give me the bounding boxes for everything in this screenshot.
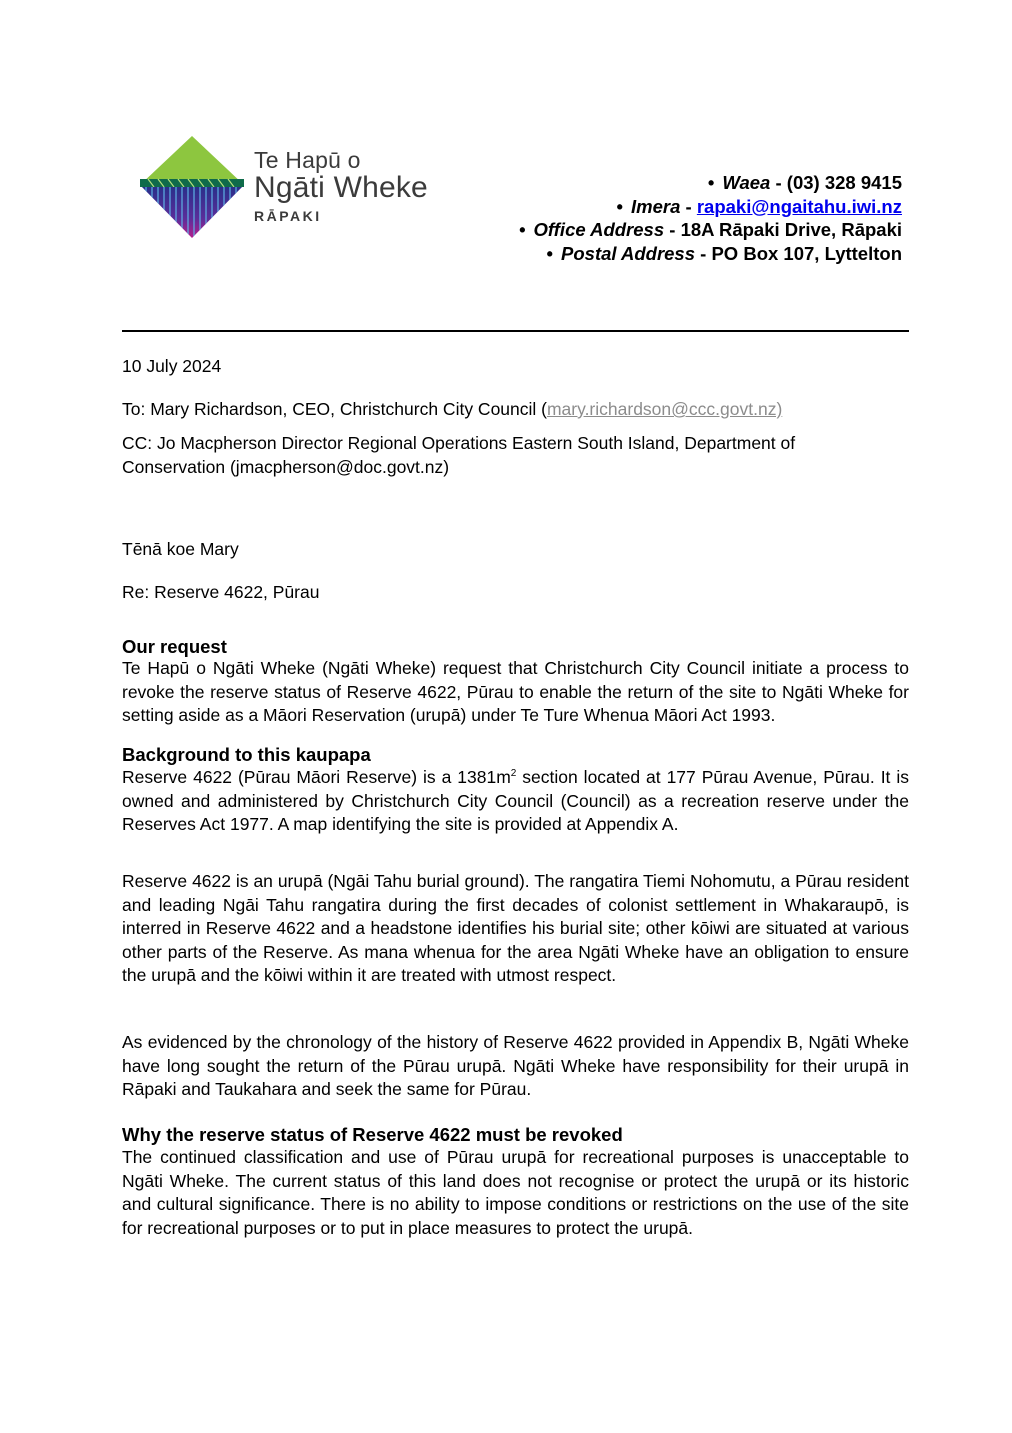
- phone-label: Waea: [722, 172, 771, 193]
- background-paragraph-2: Reserve 4622 is an urupā (Ngāi Tahu burial ground). The rangatira Tiemi Nohomutu, a Pūrau resident and leading Ngāi Tahu rangatira during the first decades of colonist settlement in Whakaraupō, is interred in Reserve 4622 and a headstone identifies his burial site; other kōiwi are situated at various other parts of the Reserve. As mana whenua for the area Ngāti Wheke have an obligation to ensure the urupā and the kōiwi within it are treated with utmost respect.: [122, 871, 909, 985]
- logo-line-1: Te Hapū o: [254, 147, 361, 173]
- to-text: To: Mary Richardson, CEO, Christchurch City Council (: [122, 399, 547, 419]
- bg-p1-end: section located at 177 Pūrau Avenue, Pūrau. It is owned and administered by Christchurch City Council (Council) as a recreation reserve under the Reserves Act 1977. A map identifying the site is provided at Appendix A.: [122, 767, 909, 834]
- office-value: 18A Rāpaki Drive, Rāpaki: [680, 219, 902, 240]
- separator: -: [695, 242, 712, 264]
- phone-value: (03) 328 9415: [786, 172, 902, 193]
- separator: -: [770, 172, 787, 193]
- why-heading: Why the reserve status of Reserve 4622 must be revoked: [122, 1124, 623, 1145]
- bullet-icon: •: [707, 172, 715, 193]
- office-label: Office Address: [533, 219, 665, 240]
- logo-line-2: Ngāti Wheke: [254, 171, 428, 204]
- contact-details: [519, 171, 902, 265]
- logo-wordmark: [254, 147, 428, 225]
- contact-phone: [519, 171, 902, 195]
- letter-greeting: Tēnā koe Mary: [122, 539, 239, 559]
- header-divider: [122, 330, 909, 332]
- separator: -: [680, 195, 697, 217]
- request-body: Te Hapū o Ngāti Wheke (Ngāti Wheke) request that Christchurch City Council initiate a process to revoke the reserve status of Reserve 4622, Pūrau to enable the return of the site to Ngāti Wheke for setting aside as a Māori Reservation (urupā) under Te Ture Whenua Māori Act 1993.: [122, 658, 909, 725]
- bullet-icon: •: [546, 242, 554, 264]
- background-paragraph-1: [122, 766, 909, 837]
- to-email-link[interactable]: mary.richardson@ccc.govt.nz): [546, 399, 783, 419]
- email-link[interactable]: rapaki@ngaitahu.iwi.nz: [696, 195, 902, 217]
- background-heading: Background to this kaupapa: [122, 744, 371, 765]
- letter-to: [122, 398, 909, 422]
- email-label: Imera: [631, 195, 681, 217]
- background-paragraph-3: As evidenced by the chronology of the history of Reserve 4622 provided in Appendix B, Ngāti Wheke have long sought the return of the Pūrau urupā. Ngāti Wheke have responsibility for their urupā in Rāpaki and Taukahara and seek the same for Pūrau.: [122, 1032, 909, 1099]
- letter-date: 10 July 2024: [122, 356, 222, 376]
- why-body: The continued classification and use of Pūrau urupā for recreational purposes is unacceptable to Ngāti Wheke. The current status of this land does not recognise or protect the urupā or its historic and cultural significance. There is no ability to impose conditions or restrictions on the use of the site for recreational purposes or to put in place measures to protect the urupā.: [122, 1147, 909, 1238]
- superscript-2: 2: [510, 768, 517, 780]
- bullet-icon: •: [616, 195, 624, 217]
- separator: -: [664, 219, 681, 240]
- letter-subject: Re: Reserve 4622, Pūrau: [122, 582, 320, 602]
- postal-label: Postal Address: [561, 242, 696, 264]
- letter-cc: CC: Jo Macpherson Director Regional Operations Eastern South Island, Department of Conservation (jmacpherson@doc.govt.nz): [122, 433, 796, 477]
- request-heading: Our request: [122, 636, 227, 657]
- postal-value: PO Box 107, Lyttelton: [711, 242, 902, 264]
- logo-line-3: RĀPAKI: [254, 208, 322, 224]
- contact-postal: [519, 242, 902, 266]
- diamond-logo-icon: [138, 135, 246, 239]
- bg-p1-start: Reserve 4622 (Pūrau Māori Reserve) is a 1381m: [122, 767, 511, 787]
- contact-office: [519, 218, 902, 242]
- contact-email: [519, 195, 902, 219]
- bullet-icon: •: [519, 219, 526, 240]
- ngati-wheke-logo: [138, 135, 438, 239]
